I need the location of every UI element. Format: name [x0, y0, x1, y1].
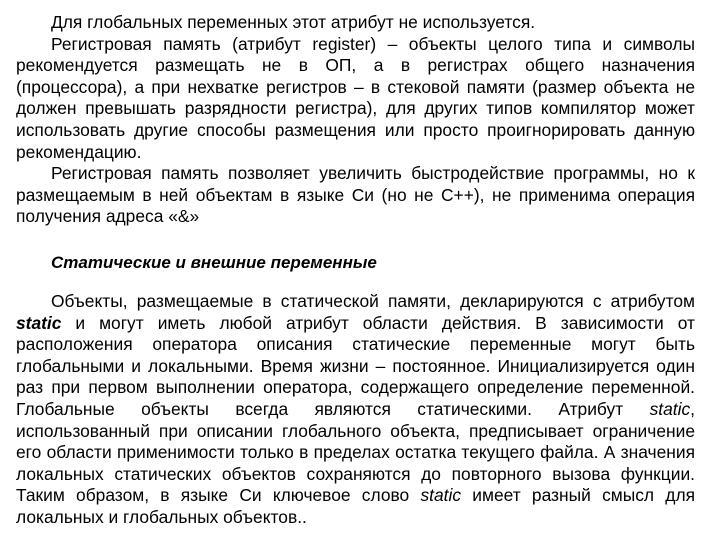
- paragraph-text-part: и могут иметь любой атрибут области действия. В зависимости от расположения оператора описания статические переменные могут быть глобальными и локальными. Время жизни – постоянное. Инициализируется один раз при первом выполнении оператора, содержащего определение переменной. Глобальные объекты всегда являются статическими. Атрибут: [16, 312, 695, 419]
- keyword-static: static: [649, 398, 691, 419]
- section-heading: Статические и внешние переменные: [51, 252, 377, 272]
- paragraph-register-speed: Регистровая память позволяет увеличить быстродействие программы, но к размещаемым в ней объектам в языке Си (но не С++), не применима операция получения адреса «&»: [16, 163, 695, 227]
- keyword-static: static: [420, 485, 462, 506]
- paragraph-global-vars: Для глобальных переменных этот атрибут не используется.: [51, 12, 536, 32]
- paragraph-text-part: , использованный при описании глобального объекта, предписывает ограничение его области применимости только в пределах остатка текущего файла. А значения локальных статических объектов сохраняются до повторного вызова функции. Таким образом, в языке Си ключевое слово: [16, 398, 695, 506]
- keyword-static: static: [16, 312, 62, 333]
- document-page: [16, 12, 720, 528]
- paragraph-text-part: имеет разный смысл для локальных и глобальных объектов..: [16, 485, 696, 527]
- paragraph-text-part: Объекты, размещаемые в статической памяти, декларируются с атрибутом: [51, 290, 695, 311]
- paragraph-register-memory: Регистровая память (атрибут register) – объекты целого типа и символы рекомендуется размещать не в ОП, а в регистрах общего назначения (процессора), а при нехватке регистров – в стековой памяти (размер объекта не должен превышать разрядности регистра), для других типов компилятор может использовать другие способы размещения или просто проигнорировать данную рекомендацию.: [16, 33, 695, 162]
- section-spacer: [16, 228, 720, 252]
- paragraph-static-objects: [16, 291, 695, 529]
